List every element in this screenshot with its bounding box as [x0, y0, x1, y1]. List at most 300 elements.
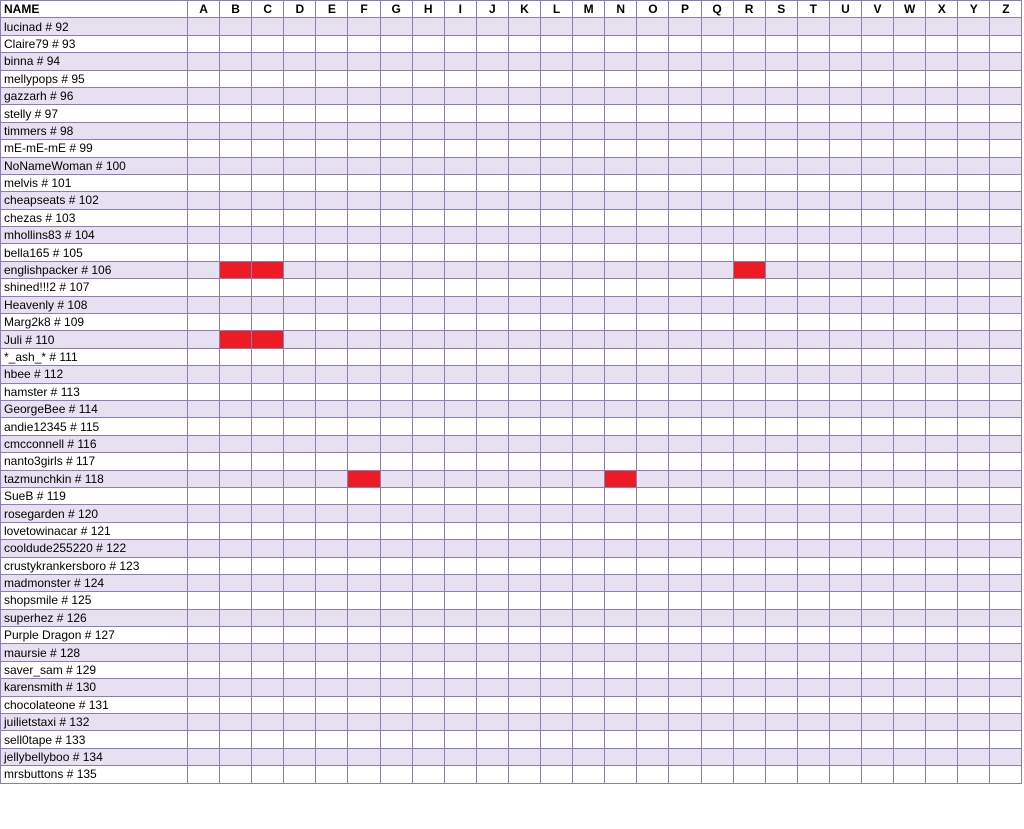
grid-cell-q[interactable]: [701, 714, 733, 731]
grid-cell-b[interactable]: [220, 627, 252, 644]
grid-cell-d[interactable]: [284, 53, 316, 70]
grid-cell-p[interactable]: [669, 679, 701, 696]
grid-cell-j[interactable]: [476, 105, 508, 122]
grid-cell-u[interactable]: [829, 122, 861, 139]
grid-cell-f[interactable]: [348, 53, 380, 70]
grid-cell-g[interactable]: [380, 609, 412, 626]
grid-cell-s[interactable]: [765, 348, 797, 365]
column-header-r[interactable]: R: [733, 1, 765, 18]
grid-cell-n[interactable]: [605, 540, 637, 557]
grid-cell-e[interactable]: [316, 557, 348, 574]
grid-cell-o[interactable]: [637, 157, 669, 174]
grid-cell-u[interactable]: [829, 383, 861, 400]
grid-cell-d[interactable]: [284, 731, 316, 748]
grid-cell-h[interactable]: [412, 70, 444, 87]
grid-cell-c[interactable]: [252, 487, 284, 504]
grid-cell-e[interactable]: [316, 331, 348, 348]
grid-cell-k[interactable]: [508, 714, 540, 731]
grid-cell-k[interactable]: [508, 470, 540, 487]
grid-cell-j[interactable]: [476, 35, 508, 52]
grid-cell-w[interactable]: [894, 18, 926, 35]
grid-cell-n[interactable]: [605, 592, 637, 609]
grid-cell-t[interactable]: [797, 296, 829, 313]
grid-cell-k[interactable]: [508, 348, 540, 365]
grid-cell-l[interactable]: [541, 209, 573, 226]
grid-cell-e[interactable]: [316, 574, 348, 591]
grid-cell-r[interactable]: [733, 453, 765, 470]
grid-cell-q[interactable]: [701, 331, 733, 348]
grid-cell-e[interactable]: [316, 261, 348, 278]
grid-cell-l[interactable]: [541, 609, 573, 626]
grid-cell-c[interactable]: [252, 748, 284, 765]
grid-cell-g[interactable]: [380, 748, 412, 765]
grid-cell-p[interactable]: [669, 661, 701, 678]
grid-cell-u[interactable]: [829, 174, 861, 191]
grid-cell-i[interactable]: [444, 35, 476, 52]
grid-cell-q[interactable]: [701, 87, 733, 104]
grid-cell-p[interactable]: [669, 87, 701, 104]
grid-cell-f[interactable]: [348, 366, 380, 383]
grid-cell-c[interactable]: [252, 574, 284, 591]
grid-cell-u[interactable]: [829, 87, 861, 104]
grid-cell-m[interactable]: [573, 748, 605, 765]
grid-cell-d[interactable]: [284, 244, 316, 261]
column-header-g[interactable]: G: [380, 1, 412, 18]
grid-cell-t[interactable]: [797, 592, 829, 609]
grid-cell-w[interactable]: [894, 714, 926, 731]
grid-cell-n[interactable]: [605, 366, 637, 383]
grid-cell-t[interactable]: [797, 279, 829, 296]
grid-cell-n[interactable]: [605, 296, 637, 313]
grid-cell-m[interactable]: [573, 453, 605, 470]
grid-cell-d[interactable]: [284, 122, 316, 139]
grid-cell-n[interactable]: [605, 279, 637, 296]
grid-cell-r[interactable]: [733, 418, 765, 435]
grid-cell-b[interactable]: [220, 679, 252, 696]
grid-cell-u[interactable]: [829, 296, 861, 313]
grid-cell-o[interactable]: [637, 174, 669, 191]
grid-cell-k[interactable]: [508, 731, 540, 748]
grid-cell-l[interactable]: [541, 192, 573, 209]
grid-cell-d[interactable]: [284, 557, 316, 574]
grid-cell-f[interactable]: [348, 348, 380, 365]
grid-cell-w[interactable]: [894, 522, 926, 539]
name-cell[interactable]: chocolateone # 131: [1, 696, 188, 713]
grid-cell-j[interactable]: [476, 574, 508, 591]
name-cell[interactable]: melvis # 101: [1, 174, 188, 191]
grid-cell-d[interactable]: [284, 609, 316, 626]
grid-cell-x[interactable]: [926, 470, 958, 487]
grid-cell-h[interactable]: [412, 731, 444, 748]
grid-cell-r[interactable]: [733, 227, 765, 244]
grid-cell-e[interactable]: [316, 279, 348, 296]
grid-cell-d[interactable]: [284, 35, 316, 52]
grid-cell-f[interactable]: [348, 18, 380, 35]
grid-cell-i[interactable]: [444, 53, 476, 70]
grid-cell-j[interactable]: [476, 400, 508, 417]
column-header-s[interactable]: S: [765, 1, 797, 18]
grid-cell-y[interactable]: [958, 209, 990, 226]
grid-cell-w[interactable]: [894, 748, 926, 765]
grid-cell-h[interactable]: [412, 348, 444, 365]
grid-cell-a[interactable]: [188, 383, 220, 400]
grid-cell-r[interactable]: [733, 574, 765, 591]
grid-cell-y[interactable]: [958, 348, 990, 365]
grid-cell-c[interactable]: [252, 418, 284, 435]
grid-cell-y[interactable]: [958, 35, 990, 52]
grid-cell-u[interactable]: [829, 592, 861, 609]
grid-cell-p[interactable]: [669, 383, 701, 400]
grid-cell-s[interactable]: [765, 435, 797, 452]
grid-cell-n[interactable]: [605, 174, 637, 191]
grid-cell-b[interactable]: [220, 592, 252, 609]
grid-cell-m[interactable]: [573, 244, 605, 261]
grid-cell-j[interactable]: [476, 383, 508, 400]
name-column-header[interactable]: NAME: [1, 1, 188, 18]
grid-cell-h[interactable]: [412, 192, 444, 209]
grid-cell-q[interactable]: [701, 766, 733, 783]
grid-cell-p[interactable]: [669, 400, 701, 417]
grid-cell-x[interactable]: [926, 574, 958, 591]
grid-cell-n[interactable]: [605, 140, 637, 157]
grid-cell-r[interactable]: [733, 279, 765, 296]
grid-cell-r[interactable]: [733, 35, 765, 52]
name-cell[interactable]: SueB # 119: [1, 487, 188, 504]
grid-cell-x[interactable]: [926, 122, 958, 139]
grid-cell-f[interactable]: [348, 627, 380, 644]
grid-cell-s[interactable]: [765, 661, 797, 678]
grid-cell-x[interactable]: [926, 540, 958, 557]
grid-cell-z[interactable]: [990, 122, 1022, 139]
grid-cell-v[interactable]: [861, 661, 893, 678]
grid-cell-d[interactable]: [284, 522, 316, 539]
grid-cell-w[interactable]: [894, 279, 926, 296]
grid-cell-y[interactable]: [958, 296, 990, 313]
grid-cell-u[interactable]: [829, 557, 861, 574]
grid-cell-z[interactable]: [990, 296, 1022, 313]
grid-cell-h[interactable]: [412, 696, 444, 713]
column-header-k[interactable]: K: [508, 1, 540, 18]
grid-cell-g[interactable]: [380, 383, 412, 400]
grid-cell-q[interactable]: [701, 557, 733, 574]
grid-cell-l[interactable]: [541, 53, 573, 70]
grid-cell-v[interactable]: [861, 35, 893, 52]
grid-cell-x[interactable]: [926, 348, 958, 365]
grid-cell-i[interactable]: [444, 627, 476, 644]
grid-cell-j[interactable]: [476, 192, 508, 209]
grid-cell-p[interactable]: [669, 540, 701, 557]
grid-cell-o[interactable]: [637, 331, 669, 348]
grid-cell-w[interactable]: [894, 470, 926, 487]
grid-cell-m[interactable]: [573, 627, 605, 644]
grid-cell-s[interactable]: [765, 157, 797, 174]
grid-cell-e[interactable]: [316, 140, 348, 157]
grid-cell-e[interactable]: [316, 714, 348, 731]
grid-cell-k[interactable]: [508, 383, 540, 400]
grid-cell-w[interactable]: [894, 70, 926, 87]
grid-cell-u[interactable]: [829, 140, 861, 157]
grid-cell-r[interactable]: [733, 122, 765, 139]
grid-cell-t[interactable]: [797, 314, 829, 331]
grid-cell-z[interactable]: [990, 348, 1022, 365]
grid-cell-x[interactable]: [926, 331, 958, 348]
grid-cell-w[interactable]: [894, 174, 926, 191]
grid-cell-p[interactable]: [669, 261, 701, 278]
grid-cell-x[interactable]: [926, 696, 958, 713]
grid-cell-x[interactable]: [926, 209, 958, 226]
grid-cell-a[interactable]: [188, 453, 220, 470]
grid-cell-q[interactable]: [701, 696, 733, 713]
grid-cell-h[interactable]: [412, 296, 444, 313]
name-cell[interactable]: Purple Dragon # 127: [1, 627, 188, 644]
column-header-q[interactable]: Q: [701, 1, 733, 18]
grid-cell-b[interactable]: [220, 731, 252, 748]
grid-cell-c[interactable]: [252, 87, 284, 104]
column-header-l[interactable]: L: [541, 1, 573, 18]
grid-cell-s[interactable]: [765, 731, 797, 748]
grid-cell-y[interactable]: [958, 748, 990, 765]
grid-cell-p[interactable]: [669, 522, 701, 539]
grid-cell-j[interactable]: [476, 209, 508, 226]
grid-cell-y[interactable]: [958, 122, 990, 139]
grid-cell-r[interactable]: [733, 661, 765, 678]
grid-cell-x[interactable]: [926, 53, 958, 70]
grid-cell-i[interactable]: [444, 296, 476, 313]
grid-cell-a[interactable]: [188, 609, 220, 626]
grid-cell-z[interactable]: [990, 227, 1022, 244]
grid-cell-a[interactable]: [188, 592, 220, 609]
grid-cell-x[interactable]: [926, 418, 958, 435]
grid-cell-x[interactable]: [926, 627, 958, 644]
grid-cell-g[interactable]: [380, 470, 412, 487]
column-header-t[interactable]: T: [797, 1, 829, 18]
grid-cell-f[interactable]: [348, 227, 380, 244]
grid-cell-z[interactable]: [990, 574, 1022, 591]
grid-cell-f[interactable]: [348, 244, 380, 261]
grid-cell-x[interactable]: [926, 766, 958, 783]
grid-cell-q[interactable]: [701, 470, 733, 487]
grid-cell-i[interactable]: [444, 279, 476, 296]
grid-cell-a[interactable]: [188, 244, 220, 261]
grid-cell-y[interactable]: [958, 192, 990, 209]
grid-cell-o[interactable]: [637, 53, 669, 70]
grid-cell-s[interactable]: [765, 366, 797, 383]
grid-cell-u[interactable]: [829, 53, 861, 70]
grid-cell-w[interactable]: [894, 366, 926, 383]
grid-cell-i[interactable]: [444, 18, 476, 35]
name-cell[interactable]: timmers # 98: [1, 122, 188, 139]
grid-cell-x[interactable]: [926, 140, 958, 157]
grid-cell-t[interactable]: [797, 400, 829, 417]
grid-cell-e[interactable]: [316, 627, 348, 644]
grid-cell-q[interactable]: [701, 35, 733, 52]
grid-cell-f[interactable]: [348, 35, 380, 52]
grid-cell-a[interactable]: [188, 157, 220, 174]
grid-cell-u[interactable]: [829, 35, 861, 52]
grid-cell-k[interactable]: [508, 35, 540, 52]
grid-cell-p[interactable]: [669, 731, 701, 748]
grid-cell-k[interactable]: [508, 609, 540, 626]
grid-cell-n[interactable]: [605, 609, 637, 626]
grid-cell-y[interactable]: [958, 714, 990, 731]
grid-cell-w[interactable]: [894, 696, 926, 713]
name-cell[interactable]: stelly # 97: [1, 105, 188, 122]
grid-cell-y[interactable]: [958, 18, 990, 35]
grid-cell-q[interactable]: [701, 140, 733, 157]
grid-cell-b[interactable]: [220, 174, 252, 191]
grid-cell-e[interactable]: [316, 505, 348, 522]
grid-cell-v[interactable]: [861, 105, 893, 122]
grid-cell-z[interactable]: [990, 174, 1022, 191]
grid-cell-g[interactable]: [380, 261, 412, 278]
grid-cell-m[interactable]: [573, 70, 605, 87]
grid-cell-q[interactable]: [701, 18, 733, 35]
grid-cell-y[interactable]: [958, 331, 990, 348]
grid-cell-j[interactable]: [476, 87, 508, 104]
grid-cell-l[interactable]: [541, 557, 573, 574]
grid-cell-z[interactable]: [990, 244, 1022, 261]
grid-cell-i[interactable]: [444, 574, 476, 591]
grid-cell-u[interactable]: [829, 157, 861, 174]
grid-cell-i[interactable]: [444, 453, 476, 470]
grid-cell-y[interactable]: [958, 540, 990, 557]
grid-cell-i[interactable]: [444, 348, 476, 365]
grid-cell-l[interactable]: [541, 731, 573, 748]
grid-cell-o[interactable]: [637, 122, 669, 139]
grid-cell-s[interactable]: [765, 557, 797, 574]
grid-cell-b[interactable]: [220, 540, 252, 557]
grid-cell-y[interactable]: [958, 453, 990, 470]
grid-cell-j[interactable]: [476, 609, 508, 626]
grid-cell-e[interactable]: [316, 209, 348, 226]
grid-cell-v[interactable]: [861, 244, 893, 261]
grid-cell-e[interactable]: [316, 366, 348, 383]
grid-cell-p[interactable]: [669, 331, 701, 348]
grid-cell-q[interactable]: [701, 487, 733, 504]
grid-cell-d[interactable]: [284, 192, 316, 209]
grid-cell-t[interactable]: [797, 679, 829, 696]
name-cell[interactable]: shopsmile # 125: [1, 592, 188, 609]
grid-cell-w[interactable]: [894, 244, 926, 261]
grid-cell-f[interactable]: [348, 383, 380, 400]
grid-cell-u[interactable]: [829, 522, 861, 539]
grid-cell-m[interactable]: [573, 522, 605, 539]
grid-cell-i[interactable]: [444, 696, 476, 713]
grid-cell-e[interactable]: [316, 522, 348, 539]
name-cell[interactable]: cmcconnell # 116: [1, 435, 188, 452]
grid-cell-t[interactable]: [797, 505, 829, 522]
grid-cell-o[interactable]: [637, 435, 669, 452]
grid-cell-g[interactable]: [380, 627, 412, 644]
grid-cell-f[interactable]: [348, 574, 380, 591]
grid-cell-s[interactable]: [765, 540, 797, 557]
grid-cell-c[interactable]: [252, 122, 284, 139]
grid-cell-j[interactable]: [476, 766, 508, 783]
grid-cell-k[interactable]: [508, 70, 540, 87]
grid-cell-y[interactable]: [958, 53, 990, 70]
grid-cell-b[interactable]: [220, 418, 252, 435]
grid-cell-l[interactable]: [541, 661, 573, 678]
grid-cell-v[interactable]: [861, 314, 893, 331]
grid-cell-q[interactable]: [701, 540, 733, 557]
grid-cell-b[interactable]: [220, 487, 252, 504]
grid-cell-b[interactable]: [220, 53, 252, 70]
grid-cell-k[interactable]: [508, 505, 540, 522]
grid-cell-f[interactable]: [348, 696, 380, 713]
grid-cell-l[interactable]: [541, 696, 573, 713]
grid-cell-z[interactable]: [990, 400, 1022, 417]
grid-cell-u[interactable]: [829, 574, 861, 591]
grid-cell-b[interactable]: [220, 140, 252, 157]
column-header-c[interactable]: C: [252, 1, 284, 18]
grid-cell-j[interactable]: [476, 314, 508, 331]
name-cell[interactable]: hamster # 113: [1, 383, 188, 400]
grid-cell-s[interactable]: [765, 70, 797, 87]
grid-cell-b[interactable]: [220, 574, 252, 591]
grid-cell-t[interactable]: [797, 35, 829, 52]
grid-cell-l[interactable]: [541, 35, 573, 52]
grid-cell-g[interactable]: [380, 766, 412, 783]
grid-cell-t[interactable]: [797, 122, 829, 139]
grid-cell-l[interactable]: [541, 244, 573, 261]
grid-cell-i[interactable]: [444, 644, 476, 661]
grid-cell-e[interactable]: [316, 87, 348, 104]
grid-cell-k[interactable]: [508, 574, 540, 591]
grid-cell-i[interactable]: [444, 383, 476, 400]
grid-cell-s[interactable]: [765, 140, 797, 157]
grid-cell-o[interactable]: [637, 279, 669, 296]
grid-cell-f[interactable]: [348, 592, 380, 609]
grid-cell-c[interactable]: [252, 140, 284, 157]
grid-cell-j[interactable]: [476, 348, 508, 365]
grid-cell-m[interactable]: [573, 609, 605, 626]
grid-cell-w[interactable]: [894, 592, 926, 609]
grid-cell-g[interactable]: [380, 296, 412, 313]
grid-cell-n[interactable]: [605, 574, 637, 591]
grid-cell-k[interactable]: [508, 487, 540, 504]
grid-cell-i[interactable]: [444, 470, 476, 487]
grid-cell-z[interactable]: [990, 366, 1022, 383]
grid-cell-j[interactable]: [476, 487, 508, 504]
grid-cell-c[interactable]: [252, 661, 284, 678]
grid-cell-e[interactable]: [316, 400, 348, 417]
grid-cell-j[interactable]: [476, 53, 508, 70]
grid-cell-z[interactable]: [990, 18, 1022, 35]
grid-cell-l[interactable]: [541, 366, 573, 383]
grid-cell-r[interactable]: [733, 557, 765, 574]
grid-cell-r[interactable]: [733, 696, 765, 713]
grid-cell-m[interactable]: [573, 592, 605, 609]
grid-cell-f[interactable]: [348, 70, 380, 87]
name-cell[interactable]: mE-mE-mE # 99: [1, 140, 188, 157]
grid-cell-k[interactable]: [508, 296, 540, 313]
grid-cell-b[interactable]: [220, 348, 252, 365]
grid-cell-k[interactable]: [508, 435, 540, 452]
grid-cell-u[interactable]: [829, 348, 861, 365]
grid-cell-l[interactable]: [541, 383, 573, 400]
grid-cell-k[interactable]: [508, 53, 540, 70]
grid-cell-g[interactable]: [380, 174, 412, 191]
grid-cell-t[interactable]: [797, 244, 829, 261]
grid-cell-b[interactable]: [220, 748, 252, 765]
grid-cell-g[interactable]: [380, 505, 412, 522]
grid-cell-b[interactable]: [220, 714, 252, 731]
grid-cell-w[interactable]: [894, 644, 926, 661]
grid-cell-i[interactable]: [444, 227, 476, 244]
grid-cell-c[interactable]: [252, 105, 284, 122]
grid-cell-f[interactable]: [348, 609, 380, 626]
grid-cell-x[interactable]: [926, 105, 958, 122]
